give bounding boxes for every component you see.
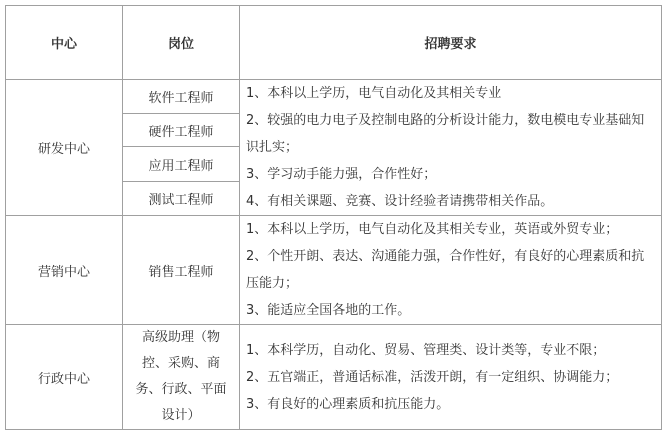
header-row	[6, 6, 662, 80]
table-row	[6, 80, 662, 114]
header-post: 岗位	[123, 6, 240, 80]
header-center: 中心	[6, 6, 123, 80]
requirement-item: 4、有相关课题、竞赛、设计经验者请携带相关作品。	[246, 194, 554, 209]
requirements-cell-marketing	[240, 216, 662, 325]
table-row	[6, 216, 662, 325]
requirement-item: 2、较强的电力电子及控制电路的分析设计能力，数电模电专业基础知识扎实；	[246, 113, 645, 155]
center-cell-marketing: 营销中心	[6, 216, 123, 325]
requirements-cell-rd	[240, 80, 662, 216]
requirement-item: 3、有良好的心理素质和抗压能力。	[246, 396, 450, 412]
requirement-item: 1、本科以上学历，电气自动化及其相关专业，英语或外贸专业；	[246, 222, 619, 237]
requirements-cell-admin	[240, 325, 662, 430]
post-cell: 硬件工程师	[123, 114, 240, 147]
table-row	[6, 325, 662, 430]
post-cell: 测试工程师	[123, 181, 240, 215]
requirement-item: 3、学习动手能力强，合作性好；	[246, 167, 437, 182]
requirement-item: 2、五官端正，普通话标准，活泼开朗，有一定组织、协调能力；	[246, 369, 619, 385]
post-cell: 软件工程师	[123, 80, 240, 114]
center-cell-rd: 研发中心	[6, 80, 123, 216]
post-cell: 销售工程师	[123, 216, 240, 325]
recruitment-table	[5, 5, 662, 430]
header-requirements: 招聘要求	[240, 6, 662, 80]
post-cell: 高级助理（物控、采购、商务、行政、平面设计）	[123, 325, 240, 430]
requirement-item: 3、能适应全国各地的工作。	[246, 303, 411, 318]
requirement-item: 1、本科学历，自动化、贸易、管理类、设计类等，专业不限；	[246, 342, 606, 358]
requirement-item: 2、个性开朗、表达、沟通能力强，合作性好，有良好的心理素质和抗压能力；	[246, 249, 645, 291]
center-cell-admin: 行政中心	[6, 325, 123, 430]
post-cell: 应用工程师	[123, 147, 240, 181]
requirement-item: 1、本科以上学历，电气自动化及其相关专业	[246, 86, 502, 101]
